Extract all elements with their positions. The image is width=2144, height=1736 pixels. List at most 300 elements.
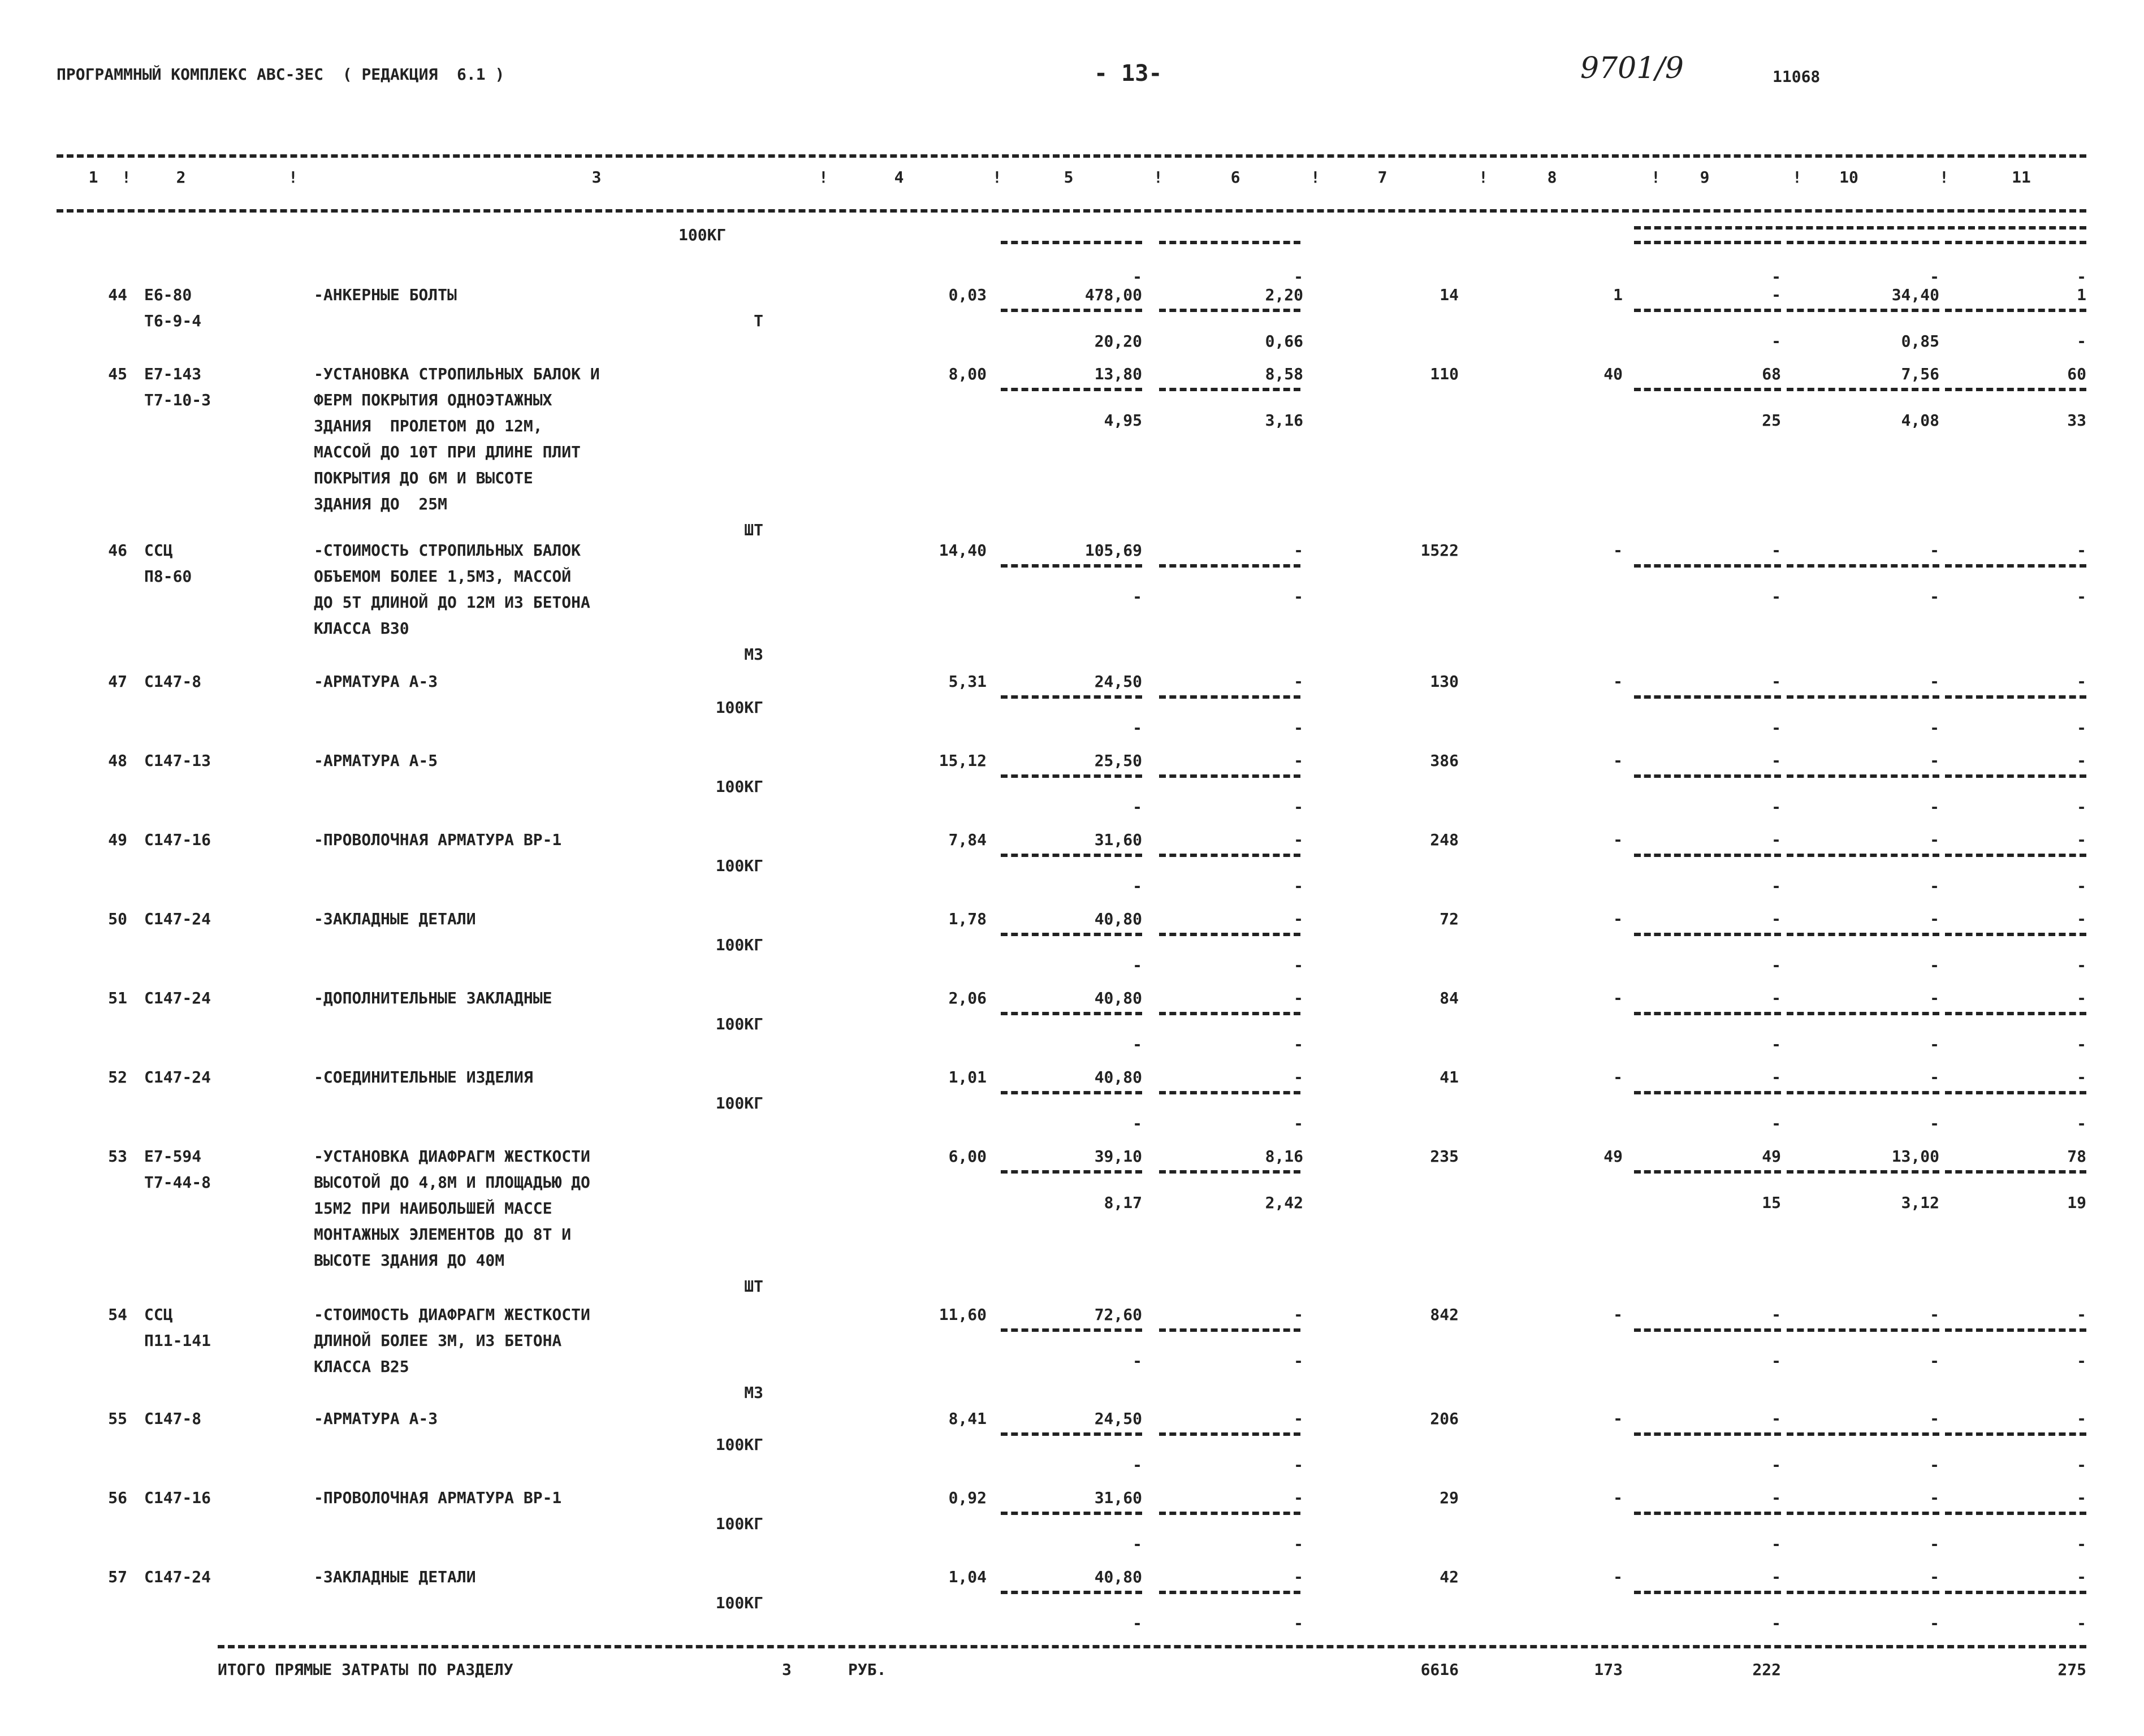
value-divider [1634, 774, 1781, 778]
top-value: - [1132, 267, 1142, 286]
row-number: 54 [108, 1305, 127, 1324]
rate-code: П8-60 [144, 567, 192, 586]
document-number: 9701/9 [1580, 51, 1684, 85]
unit-value: 13,00 [1891, 1147, 1939, 1166]
column-header-4: 4 [894, 168, 904, 187]
value-divider [1945, 1512, 2086, 1515]
unit-value: - [1930, 672, 1939, 691]
total-cost: 206 [1430, 1409, 1459, 1428]
value-divider [1001, 1091, 1142, 1094]
unit-value: 8,16 [1265, 1147, 1303, 1166]
value-divider [1001, 1512, 1142, 1515]
unit-value: - [1294, 1068, 1303, 1086]
value-divider [1001, 388, 1142, 391]
bottom-value: 20,20 [1094, 332, 1142, 350]
row-divider [1001, 241, 1142, 244]
unit-value: - [1294, 1568, 1303, 1586]
unit-value: 34,40 [1891, 285, 1939, 304]
unit-value: - [1930, 1488, 1939, 1507]
bottom-value: - [1771, 718, 1781, 737]
bottom-value: - [1132, 798, 1142, 816]
row-divider [1787, 241, 1939, 244]
total-cost: 386 [1430, 751, 1459, 770]
rate-code: С147-13 [144, 751, 211, 770]
unit-value: - [1930, 1409, 1939, 1428]
work-description: -СОЕДИНИТЕЛЬНЫЕ ИЗДЕЛИЯ [314, 1068, 533, 1086]
wages: - [1613, 751, 1623, 770]
unit-value: - [1294, 751, 1303, 770]
column-header-1: 1 [88, 168, 98, 187]
wages: 49 [1603, 1147, 1623, 1166]
unit-of-measure: 100КГ [715, 698, 763, 717]
unit-value: 60 [2067, 365, 2086, 383]
rate-code: П11-141 [144, 1331, 211, 1350]
total-cost: 84 [1440, 989, 1459, 1007]
value-divider [1787, 309, 1939, 312]
column-separator: ! [1479, 168, 1488, 187]
rate-code: С147-16 [144, 1488, 211, 1507]
bottom-value: - [1132, 1456, 1142, 1474]
work-description: ПОКРЫТИЯ ДО 6М И ВЫСОТЕ [314, 469, 533, 487]
value-divider [1159, 1591, 1300, 1594]
bottom-value: - [1771, 1614, 1781, 1633]
bottom-value: - [1294, 1352, 1303, 1370]
unit-value: - [1771, 910, 1781, 928]
rate-code: Е6-80 [144, 285, 192, 304]
bottom-value: - [2077, 1535, 2086, 1553]
value-divider [1001, 564, 1142, 568]
row-number: 50 [108, 910, 127, 928]
work-description: ОБЪЕМОМ БОЛЕЕ 1,5М3, МАССОЙ [314, 567, 572, 586]
bottom-value: 15 [1762, 1193, 1781, 1212]
rate-code: С147-24 [144, 1568, 211, 1586]
unit-of-measure: 100КГ [715, 1094, 763, 1112]
column-header-8: 8 [1547, 168, 1557, 187]
quantity: 1,01 [948, 1068, 987, 1086]
top-value: - [1930, 267, 1939, 286]
bottom-value: 33 [2067, 411, 2086, 430]
unit-of-measure: 100КГ [715, 1594, 763, 1612]
value-divider [1634, 933, 1781, 936]
total-cost: 842 [1430, 1305, 1459, 1324]
value-divider [1001, 1012, 1142, 1015]
row-number: 57 [108, 1568, 127, 1586]
total-currency: РУБ. [848, 1660, 887, 1679]
bottom-value: - [1132, 1114, 1142, 1133]
wages: - [1613, 1305, 1623, 1324]
total-cost: 110 [1430, 365, 1459, 383]
unit-value: 13,80 [1094, 365, 1142, 383]
bottom-value: 0,85 [1901, 332, 1939, 350]
column-header-10: 10 [1839, 168, 1858, 187]
program-title: ПРОГРАММНЫЙ КОМПЛЕКС АВС-3ЕС ( РЕДАКЦИЯ 6.1 ) [57, 65, 505, 84]
value-divider [1787, 1091, 1939, 1094]
quantity: 0,92 [948, 1488, 987, 1507]
unit-value: - [1771, 1409, 1781, 1428]
unit-value: - [1930, 541, 1939, 560]
work-description: -ПРОВОЛОЧНАЯ АРМАТУРА ВР-1 [314, 830, 562, 849]
total-cost: 248 [1430, 830, 1459, 849]
bottom-value: - [1132, 718, 1142, 737]
value-divider [1159, 1512, 1300, 1515]
column-header-6: 6 [1230, 168, 1240, 187]
value-divider [1945, 1091, 2086, 1094]
value-divider [1634, 1591, 1781, 1594]
rate-code: Т6-9-4 [144, 311, 202, 330]
value-divider [1787, 1170, 1939, 1174]
wages: - [1613, 1488, 1623, 1507]
bottom-value: - [1930, 1035, 1939, 1054]
value-divider [1159, 774, 1300, 778]
value-divider [1634, 1328, 1781, 1332]
bottom-value: - [1132, 1535, 1142, 1553]
bottom-value: - [2077, 956, 2086, 975]
bottom-value: - [2077, 718, 2086, 737]
quantity: 6,00 [948, 1147, 987, 1166]
unit-value: 40,80 [1094, 1068, 1142, 1086]
rate-code: С147-24 [144, 989, 211, 1007]
bottom-value: 4,95 [1104, 411, 1142, 430]
row-number: 56 [108, 1488, 127, 1507]
unit-value: - [1930, 1568, 1939, 1586]
value-divider [1945, 933, 2086, 936]
work-description: -АНКЕРНЫЕ БОЛТЫ [314, 285, 457, 304]
value-divider [1634, 1170, 1781, 1174]
value-divider [1159, 1328, 1300, 1332]
row-number: 45 [108, 365, 127, 383]
unit-value: 78 [2067, 1147, 2086, 1166]
value-divider [1159, 564, 1300, 568]
quantity: 15,12 [939, 751, 987, 770]
unit-value: 1 [2077, 285, 2086, 304]
unit-value: - [1294, 1488, 1303, 1507]
top-value: - [1294, 267, 1303, 286]
value-divider [1159, 695, 1300, 699]
wages: - [1613, 1409, 1623, 1428]
quantity: 14,40 [939, 541, 987, 560]
wages: - [1613, 989, 1623, 1007]
value-divider [1945, 1328, 2086, 1332]
unit-value: 40,80 [1094, 989, 1142, 1007]
header-bottom-rule [57, 209, 2086, 213]
value-divider [1634, 388, 1781, 391]
work-description: -СТОИМОСТЬ СТРОПИЛЬНЫХ БАЛОК [314, 541, 581, 560]
work-description: ДЛИНОЙ БОЛЕЕ 3М, ИЗ БЕТОНА [314, 1331, 562, 1350]
bottom-value: - [1294, 1456, 1303, 1474]
quantity: 2,06 [948, 989, 987, 1007]
rate-code: С147-24 [144, 910, 211, 928]
wages: - [1613, 830, 1623, 849]
value-divider [1945, 854, 2086, 857]
bottom-value: 8,17 [1104, 1193, 1142, 1212]
unit-value: 8,58 [1265, 365, 1303, 383]
work-description: ЗДАНИЯ ПРОЛЕТОМ ДО 12М, [314, 417, 543, 435]
value-divider [1945, 1432, 2086, 1436]
rate-code: ССЦ [144, 541, 173, 560]
bottom-value: - [1771, 1456, 1781, 1474]
unit-of-measure: М3 [744, 1383, 763, 1402]
value-divider [1945, 1170, 2086, 1174]
bottom-value: - [1930, 798, 1939, 816]
work-description: МАССОЙ ДО 10Т ПРИ ДЛИНЕ ПЛИТ [314, 443, 581, 461]
value-divider [1787, 695, 1939, 699]
value-divider [1159, 388, 1300, 391]
row-number: 48 [108, 751, 127, 770]
work-description: ЗДАНИЯ ДО 25М [314, 495, 448, 513]
column-separator: ! [122, 168, 131, 187]
bottom-value: - [1771, 877, 1781, 895]
wages: - [1613, 541, 1623, 560]
value-divider [1159, 1012, 1300, 1015]
value-divider [1945, 774, 2086, 778]
unit-value: - [1771, 751, 1781, 770]
unit-value: - [1771, 1305, 1781, 1324]
unit-value: 105,69 [1084, 541, 1142, 560]
unit-value: - [2077, 751, 2086, 770]
rate-code: Е7-594 [144, 1147, 202, 1166]
unit-value: 478,00 [1084, 285, 1142, 304]
quantity: 5,31 [948, 672, 987, 691]
bottom-value: - [1132, 877, 1142, 895]
value-divider [1787, 933, 1939, 936]
value-divider [1634, 854, 1781, 857]
unit-value: 2,20 [1265, 285, 1303, 304]
bottom-value: - [1132, 1614, 1142, 1633]
value-divider [1634, 1012, 1781, 1015]
unit-of-measure: 100КГ [715, 1514, 763, 1533]
bottom-value: 3,12 [1901, 1193, 1939, 1212]
unit-value: - [1771, 1568, 1781, 1586]
row-number: 47 [108, 672, 127, 691]
unit-value: - [1930, 910, 1939, 928]
bottom-value: - [1930, 1456, 1939, 1474]
row-number: 51 [108, 989, 127, 1007]
unit-of-measure: ШТ [744, 1277, 763, 1296]
work-description: -АРМАТУРА А-3 [314, 672, 438, 691]
quantity: 1,04 [948, 1568, 987, 1586]
column-separator: ! [1651, 168, 1661, 187]
rate-code: Е7-143 [144, 365, 202, 383]
bottom-value: - [1930, 1352, 1939, 1370]
bottom-value: - [1930, 877, 1939, 895]
unit-value: 39,10 [1094, 1147, 1142, 1166]
rate-code: Т7-10-3 [144, 391, 211, 409]
value-divider [1787, 1432, 1939, 1436]
column-header-5: 5 [1064, 168, 1074, 187]
rate-code: С147-8 [144, 672, 202, 691]
column-header-7: 7 [1377, 168, 1387, 187]
bottom-value: - [1294, 956, 1303, 975]
bottom-value: - [1132, 1352, 1142, 1370]
value-divider [1945, 695, 2086, 699]
total-cost: 72 [1440, 910, 1459, 928]
work-description: -УСТАНОВКА СТРОПИЛЬНЫХ БАЛОК И [314, 365, 600, 383]
bottom-value: - [2077, 1035, 2086, 1054]
column-separator: ! [1153, 168, 1163, 187]
row-divider [1945, 241, 2086, 244]
rate-code: С147-8 [144, 1409, 202, 1428]
work-description: -СТОИМОСТЬ ДИАФРАГМ ЖЕСТКОСТИ [314, 1305, 590, 1324]
bottom-value: - [1930, 1614, 1939, 1633]
value-divider [1787, 1512, 1939, 1515]
value-divider [1001, 309, 1142, 312]
column-header-11: 11 [2012, 168, 2031, 187]
row-number: 49 [108, 830, 127, 849]
bottom-value: 0,66 [1265, 332, 1303, 350]
value-divider [1001, 695, 1142, 699]
bottom-value: - [1294, 1035, 1303, 1054]
unit-of-measure: М3 [744, 645, 763, 664]
unit-value: 40,80 [1094, 1568, 1142, 1586]
unit-value: - [2077, 1568, 2086, 1586]
bottom-value: - [2077, 1114, 2086, 1133]
bottom-value: - [1294, 718, 1303, 737]
quantity: 7,84 [948, 830, 987, 849]
unit-of-measure: 100КГ [715, 1435, 763, 1454]
unit-value: - [1930, 751, 1939, 770]
unit-value: - [1294, 1305, 1303, 1324]
unit-value: - [2077, 1305, 2086, 1324]
unit-label: 100КГ [678, 226, 727, 244]
total-section: 3 [782, 1660, 792, 1679]
work-description: -АРМАТУРА А-3 [314, 1409, 438, 1428]
rate-code: Т7-44-8 [144, 1173, 211, 1192]
row-number: 52 [108, 1068, 127, 1086]
total-cost: 130 [1430, 672, 1459, 691]
unit-value: - [1930, 989, 1939, 1007]
value-divider [1945, 309, 2086, 312]
value-divider [1159, 854, 1300, 857]
bottom-value: - [2077, 877, 2086, 895]
header-top-rule [57, 154, 2086, 158]
bottom-value: - [2077, 1456, 2086, 1474]
top-value: - [1771, 267, 1781, 286]
column-separator: ! [1311, 168, 1320, 187]
rate-code: С147-16 [144, 830, 211, 849]
unit-of-measure: 100КГ [715, 1015, 763, 1033]
value-divider [1159, 309, 1300, 312]
unit-value: 31,60 [1094, 830, 1142, 849]
value-divider [1159, 1170, 1300, 1174]
value-divider [1945, 388, 2086, 391]
top-value: - [2077, 267, 2086, 286]
total-cost: 235 [1430, 1147, 1459, 1166]
unit-value: - [1930, 1305, 1939, 1324]
unit-value: 49 [1762, 1147, 1781, 1166]
bottom-value: - [1930, 587, 1939, 606]
bottom-value: - [1294, 877, 1303, 895]
unit-value: - [1930, 1068, 1939, 1086]
document-code: 11068 [1773, 67, 1821, 86]
value-divider [1634, 309, 1781, 312]
value-divider [1001, 774, 1142, 778]
bottom-value: 3,16 [1265, 411, 1303, 430]
total-cost: 6616 [1420, 1660, 1459, 1679]
value-divider [1945, 1012, 2086, 1015]
unit-value: - [1771, 672, 1781, 691]
value-divider [1001, 933, 1142, 936]
value-divider [1159, 1091, 1300, 1094]
unit-value: - [1294, 1409, 1303, 1428]
row-divider [1634, 241, 1781, 244]
unit-value: - [1294, 672, 1303, 691]
bottom-value: - [1771, 1035, 1781, 1054]
bottom-value: - [1771, 1352, 1781, 1370]
wages: - [1613, 1068, 1623, 1086]
unit-value: - [2077, 1409, 2086, 1428]
value-divider [1159, 1432, 1300, 1436]
total-label: ИТОГО ПРЯМЫЕ ЗАТРАТЫ ПО РАЗДЕЛУ [218, 1660, 513, 1679]
value-divider [1001, 1591, 1142, 1594]
unit-of-measure: 100КГ [715, 777, 763, 796]
rate-code: ССЦ [144, 1305, 173, 1324]
unit-value: 72,60 [1094, 1305, 1142, 1324]
bottom-value: - [2077, 587, 2086, 606]
wages: - [1613, 1568, 1623, 1586]
bottom-value: - [1771, 332, 1781, 350]
column-separator: ! [1939, 168, 1949, 187]
work-description: -ПРОВОЛОЧНАЯ АРМАТУРА ВР-1 [314, 1488, 562, 1507]
bottom-value: - [2077, 798, 2086, 816]
unit-value: - [1771, 1488, 1781, 1507]
total-cost: 29 [1440, 1488, 1459, 1507]
unit-value: - [2077, 830, 2086, 849]
bottom-value: - [1132, 956, 1142, 975]
unit-value: - [2077, 989, 2086, 1007]
bottom-value: - [1771, 956, 1781, 975]
unit-value: - [2077, 1488, 2086, 1507]
bottom-value: - [1930, 718, 1939, 737]
value-divider [1001, 1328, 1142, 1332]
unit-of-measure: Т [754, 311, 763, 330]
total-machines: 222 [1752, 1660, 1781, 1679]
unit-value: - [1294, 989, 1303, 1007]
wages: 1 [1613, 285, 1623, 304]
quantity: 8,00 [948, 365, 987, 383]
bottom-value: 4,08 [1901, 411, 1939, 430]
unit-value: 25,50 [1094, 751, 1142, 770]
unit-value: 24,50 [1094, 1409, 1142, 1428]
row-number: 53 [108, 1147, 127, 1166]
work-description: -АРМАТУРА А-5 [314, 751, 438, 770]
wages: 40 [1603, 365, 1623, 383]
work-description: ВЫСОТОЙ ДО 4,8М И ПЛОЩАДЬЮ ДО [314, 1173, 590, 1192]
bottom-value: - [1294, 1614, 1303, 1633]
unit-of-measure: 100КГ [715, 936, 763, 954]
quantity: 0,03 [948, 285, 987, 304]
total-labor: 275 [2057, 1660, 2086, 1679]
column-header-3: 3 [591, 168, 602, 187]
column-header-2: 2 [176, 168, 186, 187]
unit-value: 40,80 [1094, 910, 1142, 928]
bottom-value: - [2077, 1614, 2086, 1633]
work-description: -ДОПОЛНИТЕЛЬНЫЕ ЗАКЛАДНЫЕ [314, 989, 552, 1007]
bottom-value: - [1132, 587, 1142, 606]
unit-value: - [1294, 830, 1303, 849]
unit-value: - [2077, 672, 2086, 691]
row-divider [1634, 226, 2086, 230]
unit-value: 68 [1762, 365, 1781, 383]
bottom-value: - [1930, 1114, 1939, 1133]
unit-value: - [2077, 910, 2086, 928]
total-cost: 41 [1440, 1068, 1459, 1086]
unit-value: - [1930, 830, 1939, 849]
unit-of-measure: 100КГ [715, 856, 763, 875]
value-divider [1787, 1591, 1939, 1594]
column-separator: ! [992, 168, 1002, 187]
bottom-value: - [1294, 1535, 1303, 1553]
row-number: 44 [108, 285, 127, 304]
